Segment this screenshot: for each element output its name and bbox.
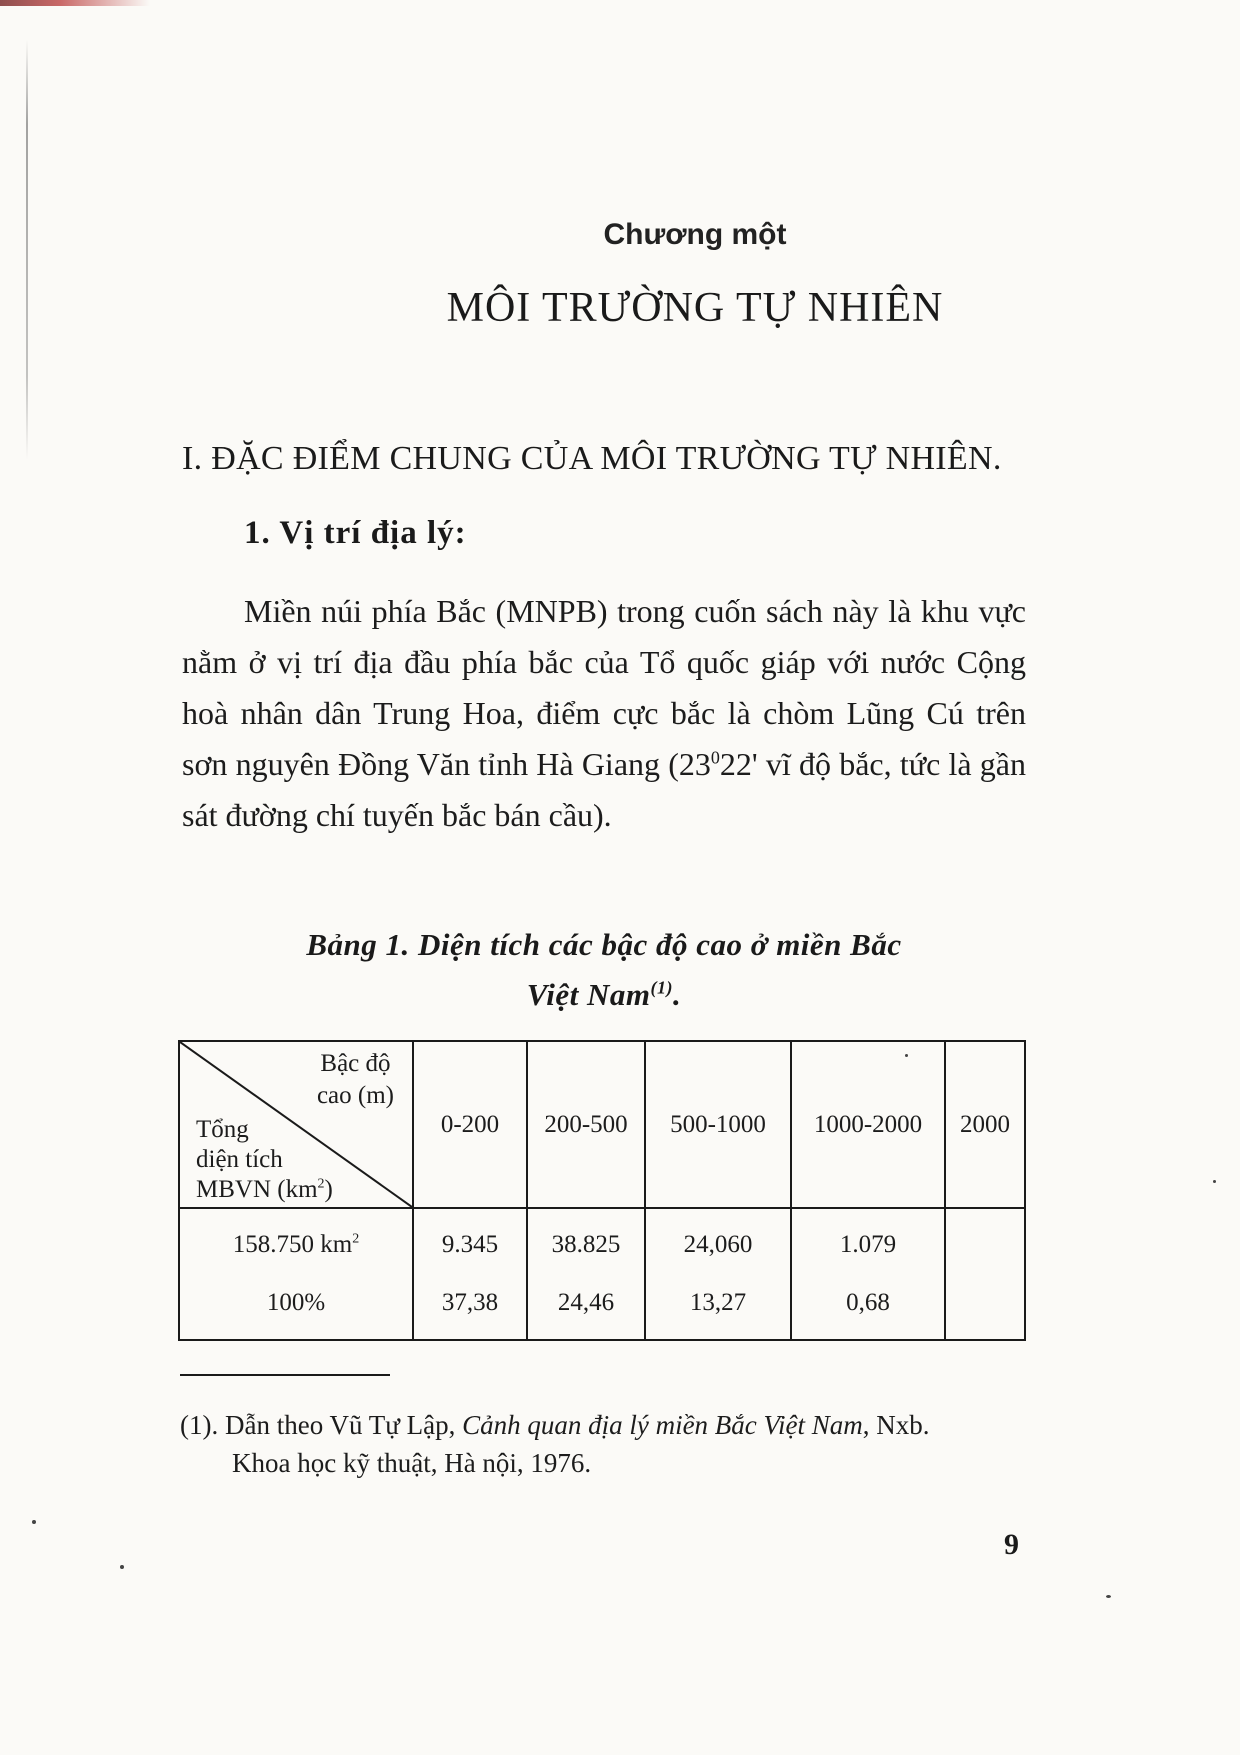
scan-speck	[905, 1054, 908, 1057]
scan-edge-mark	[0, 0, 150, 6]
total-area-stack	[180, 1216, 412, 1332]
cell-stack	[646, 1216, 790, 1332]
percent-value: 37,38	[441, 1289, 499, 1316]
cell-stack	[414, 1216, 526, 1332]
footnote-book-title: Cảnh quan địa lý miền Bắc Việt Nam	[462, 1410, 863, 1440]
footnote-text-before: Dẫn theo Vũ Tự Lập,	[218, 1410, 463, 1440]
footnote-divider	[180, 1374, 390, 1376]
body-paragraph	[182, 586, 1026, 841]
table-caption-text: Việt Nam	[526, 977, 651, 1012]
cell-stack	[528, 1216, 644, 1332]
percent-value: 24,46	[557, 1289, 615, 1316]
data-cell	[945, 1208, 1025, 1340]
cell-stack	[792, 1216, 944, 1332]
corner-top-line2: cao (m)	[316, 1082, 394, 1109]
corner-bottom-line2: diện tích	[196, 1146, 283, 1173]
paragraph-text-after: 22' vĩ độ bắc, tức là gần sát đường chí tuyến bắc bán cầu).	[182, 746, 1027, 833]
table-caption	[182, 920, 1026, 1020]
column-header: 200-500	[527, 1041, 645, 1208]
table-caption-ref: (1)	[650, 977, 673, 998]
corner-bottom-line3	[196, 1175, 333, 1205]
percent-value: 0,68	[846, 1289, 890, 1316]
table-data-row	[179, 1208, 1025, 1340]
table-caption-line1: Bảng 1. Diện tích các bậc độ cao ở miền Bắc	[306, 927, 902, 962]
total-area-cell	[179, 1208, 413, 1340]
column-header: 2000	[945, 1041, 1025, 1208]
data-cell	[413, 1208, 527, 1340]
scan-speck	[120, 1565, 124, 1569]
area-value: 38.825	[551, 1231, 621, 1258]
corner-bottom-sup: 2	[317, 1176, 325, 1192]
corner-header-area	[196, 1115, 333, 1205]
area-value: 9.345	[441, 1231, 499, 1258]
corner-bottom-line1: Tổng	[196, 1116, 249, 1143]
subsection-heading: 1. Vị trí địa lý:	[244, 515, 467, 551]
page-number: 9	[1004, 1528, 1019, 1561]
scan-speck	[1106, 1595, 1111, 1598]
table-corner-cell	[179, 1041, 413, 1208]
scan-speck	[32, 1520, 36, 1524]
data-cell	[645, 1208, 791, 1340]
total-area-text: 158.750 km	[232, 1231, 353, 1258]
table-caption-end: .	[672, 977, 682, 1012]
corner-header-elevation	[317, 1048, 394, 1112]
degree-superscript: 0	[710, 747, 720, 768]
table-caption-line2	[182, 970, 1026, 1020]
corner-bottom-unit: MBVN (km	[196, 1176, 318, 1203]
paragraph-text-before: Miền núi phía Bắc (MNPB) trong cuốn sách này là khu vực nằm ở vị trí địa đầu phía bắc của Tổ quốc giáp với nước Cộng hoà nhân dân Trung Hoa, điểm cực bắc là chòm Lũng Cú trên sơn nguyên Đồng Văn tỉnh Hà Giang (23	[182, 593, 1026, 782]
section-heading: I. ĐẶC ĐIỂM CHUNG CỦA MÔI TRƯỜNG TỰ NHIÊN.	[182, 440, 1002, 477]
chapter-label: Chương một	[603, 218, 787, 251]
corner-top-line1: Bậc độ	[320, 1050, 391, 1077]
column-header: 0-200	[413, 1041, 527, 1208]
elevation-area-table	[178, 1040, 1026, 1341]
column-header: 1000-2000	[791, 1041, 945, 1208]
corner-cell-content	[180, 1042, 412, 1207]
data-cell	[527, 1208, 645, 1340]
total-area-value	[180, 1216, 412, 1274]
percent-value: 13,27	[689, 1289, 747, 1316]
data-cell	[791, 1208, 945, 1340]
table-header-row	[179, 1041, 1025, 1208]
area-value: 1.079	[839, 1231, 897, 1258]
scan-speck	[1213, 1180, 1216, 1183]
footnote-text-after: , Nxb.	[862, 1410, 930, 1440]
corner-bottom-close: )	[324, 1176, 333, 1203]
total-area-sup: 2	[352, 1231, 360, 1247]
total-area-percent: 100%	[266, 1289, 326, 1316]
footnote	[180, 1406, 1026, 1482]
area-value: 24,060	[683, 1231, 753, 1258]
footnote-line2: Khoa học kỹ thuật, Hà nội, 1976.	[232, 1448, 592, 1478]
column-header: 500-1000	[645, 1041, 791, 1208]
footnote-marker: (1).	[180, 1410, 219, 1440]
chapter-title: MÔI TRƯỜNG TỰ NHIÊN	[446, 285, 944, 331]
